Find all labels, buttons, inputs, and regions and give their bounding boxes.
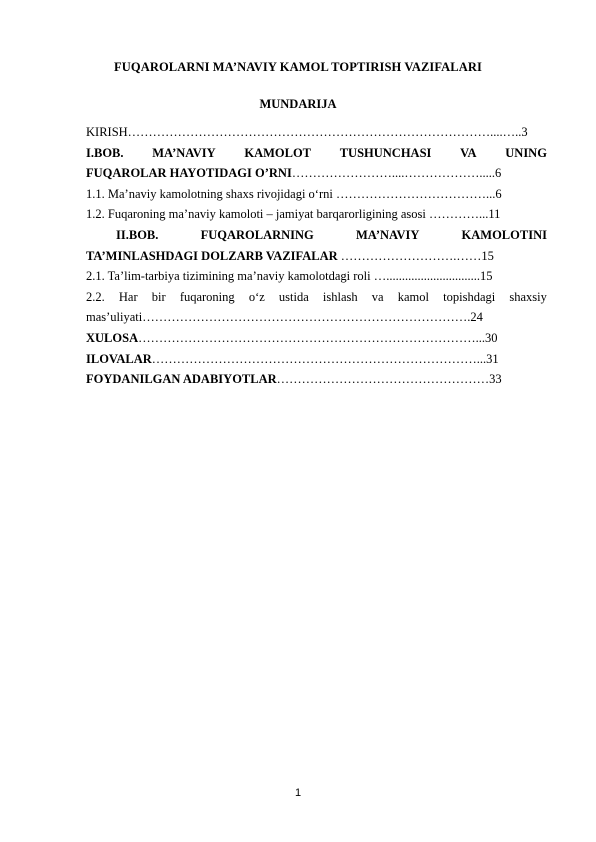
toc-word: VA [460, 145, 477, 160]
toc-entry-chapter-1-line-2 [86, 163, 547, 184]
toc-entry-section-2-2-line-2: mas’uliyati…………………………………………………………………….24 [86, 310, 483, 325]
toc-word: shaxsiy [509, 289, 547, 304]
toc-entry-xulosa [86, 328, 547, 349]
toc-entry-chapter-2-line-1 [86, 225, 547, 246]
toc-entry-title: ILOVALAR [86, 351, 152, 366]
toc-word: ishlash [322, 289, 358, 304]
toc-word: 2.2. [86, 289, 105, 304]
toc-word: FUQAROLARNING [200, 227, 314, 242]
contents-heading: MUNDARIJA [259, 97, 337, 111]
toc-word: bir [151, 289, 166, 304]
toc-word: topishdagi [443, 289, 496, 304]
toc-entry-chapter-2-line-2 [86, 246, 547, 267]
toc-word: TUSHUNCHASI [339, 145, 432, 160]
toc-word: II.BOB. [116, 227, 159, 242]
table-of-contents [86, 122, 547, 390]
toc-leader: ……………………….……15 [337, 248, 494, 263]
toc-entry-references [86, 369, 547, 390]
toc-word: KAMOLOT [244, 145, 312, 160]
toc-entry-title: FOYDANILGAN ADABIYOTLAR [86, 372, 277, 387]
toc-entry-section-2-1: 2.1. Ta’lim-tarbiya tizimining ma’naviy kamolotdagi roli …..............................15 [86, 269, 493, 284]
toc-entry-section-1-1: 1.1. Ma’naviy kamolotning shaxs rivojidagi o‘rni ………………………………...6 [86, 186, 502, 201]
toc-entry-section-1-2: 1.2. Fuqaroning ma’naviy kamoloti – jamiyat barqarorligining asosi …………...11 [86, 207, 501, 222]
toc-word: KAMOLOTINI [461, 227, 547, 242]
toc-word: va [371, 289, 384, 304]
toc-entry-title: TA’MINLASHDAGI DOLZARB VAZIFALAR [86, 248, 338, 263]
toc-word: fuqaroning [179, 289, 235, 304]
toc-entry-chapter-1-line-1 [86, 143, 547, 164]
toc-word: MA’NAVIY [152, 145, 216, 160]
toc-leader: ………………………………………………………………………...30 [138, 330, 498, 345]
toc-word: I.BOB. [86, 145, 124, 160]
toc-leader: ……………………………………………33 [276, 372, 502, 387]
page-number: 1 [294, 787, 302, 799]
toc-leader: ……………………………………………………………………...31 [151, 351, 499, 366]
document-title: FUQAROLARNI MA’NAVIY KAMOL TOPTIRISH VAZIFALARI [114, 60, 482, 74]
toc-leader: ……………………....……………….....6 [291, 166, 502, 181]
toc-entry-title: FUQAROLAR HAYOTIDAGI O’RNI [86, 166, 292, 181]
toc-entry-kirish: KIRISH……………………………………………………………………………....…..3 [86, 125, 528, 139]
toc-entry-section-2-2-line-1 [86, 287, 547, 308]
toc-entry-ilovalar [86, 349, 547, 370]
toc-entry-title: XULOSA [86, 330, 139, 345]
toc-word: kamol [397, 289, 429, 304]
toc-word: o‘z [248, 289, 265, 304]
toc-word: ustida [278, 289, 309, 304]
toc-word: MA’NAVIY [355, 227, 420, 242]
toc-word: Har [118, 289, 138, 304]
toc-word: UNING [505, 145, 547, 160]
